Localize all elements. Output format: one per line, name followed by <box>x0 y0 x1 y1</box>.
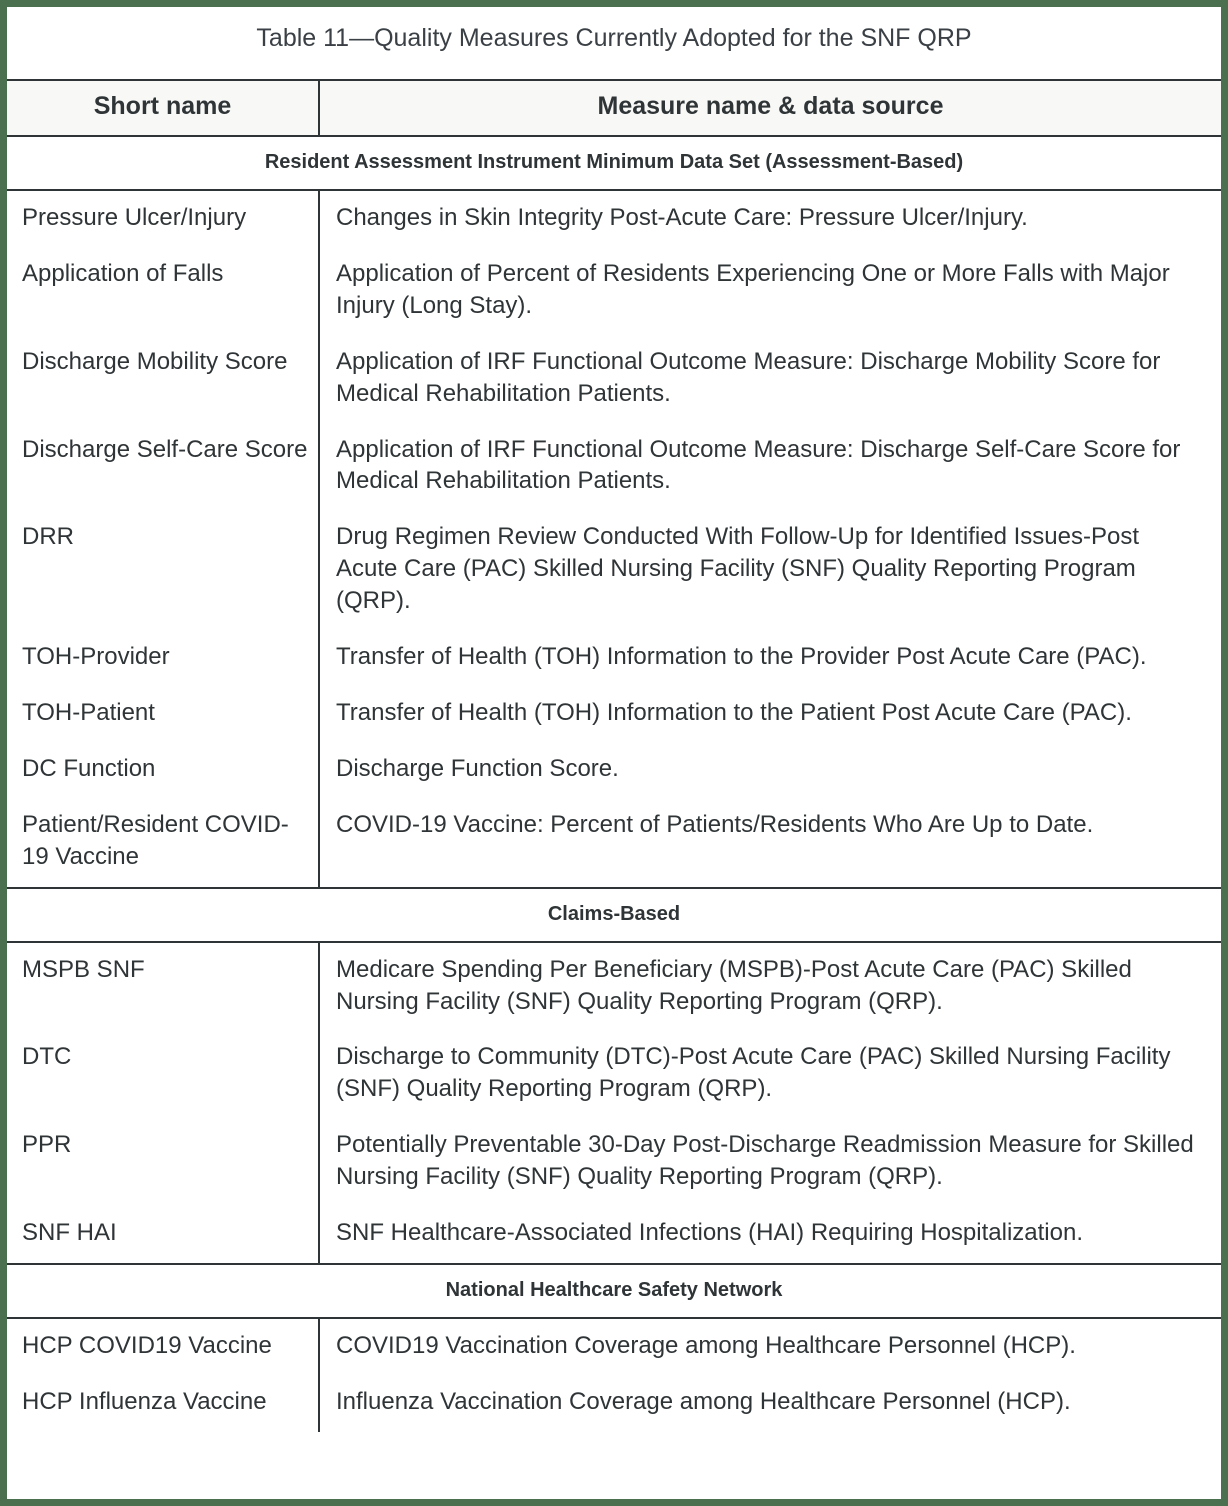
table-row <box>7 1030 1221 1118</box>
quality-measures-table <box>7 79 1221 1432</box>
section-header-row <box>7 1264 1221 1318</box>
cell-measure-name: COVID19 Vaccination Coverage among Healthcare Personnel (HCP). <box>319 1318 1221 1375</box>
cell-short-name: DRR <box>7 510 319 630</box>
table-header <box>7 80 1221 136</box>
table-row <box>7 1206 1221 1264</box>
cell-measure-name: Drug Regimen Review Conducted With Follow-Up for Identified Issues-Post Acute Care (PAC) Skilled Nursing Facility (SNF) Quality Reporting Program (QRP). <box>319 510 1221 630</box>
table-row <box>7 190 1221 247</box>
cell-short-name: Patient/Resident COVID-19 Vaccine <box>7 798 319 888</box>
cell-measure-name: Application of Percent of Residents Experiencing One or More Falls with Major Injury (Long Stay). <box>319 247 1221 335</box>
table-row <box>7 742 1221 798</box>
table-row <box>7 423 1221 511</box>
cell-measure-name: Discharge Function Score. <box>319 742 1221 798</box>
section-header-label: Resident Assessment Instrument Minimum Data Set (Assessment-Based) <box>7 136 1221 190</box>
cell-short-name: HCP COVID19 Vaccine <box>7 1318 319 1375</box>
table-row <box>7 686 1221 742</box>
cell-short-name: Application of Falls <box>7 247 319 335</box>
table-caption: Table 11—Quality Measures Currently Adopted for the SNF QRP <box>256 24 972 52</box>
cell-short-name: TOH-Patient <box>7 686 319 742</box>
column-header-measure-name: Measure name & data source <box>319 80 1221 136</box>
cell-short-name: SNF HAI <box>7 1206 319 1264</box>
cell-short-name: TOH-Provider <box>7 630 319 686</box>
column-header-short-name: Short name <box>7 80 319 136</box>
table-row <box>7 630 1221 686</box>
cell-measure-name: Application of IRF Functional Outcome Measure: Discharge Mobility Score for Medical Rehabilitation Patients. <box>319 335 1221 423</box>
cell-short-name: PPR <box>7 1118 319 1206</box>
table-row <box>7 942 1221 1031</box>
table-row <box>7 335 1221 423</box>
cell-measure-name: Potentially Preventable 30-Day Post-Discharge Readmission Measure for Skilled Nursing Facility (SNF) Quality Reporting Program (QRP). <box>319 1118 1221 1206</box>
cell-short-name: Discharge Mobility Score <box>7 335 319 423</box>
cell-short-name: Pressure Ulcer/Injury <box>7 190 319 247</box>
cell-short-name: DC Function <box>7 742 319 798</box>
cell-short-name: DTC <box>7 1030 319 1118</box>
table-row <box>7 1118 1221 1206</box>
section-header-label: National Healthcare Safety Network <box>7 1264 1221 1318</box>
cell-measure-name: Transfer of Health (TOH) Information to the Provider Post Acute Care (PAC). <box>319 630 1221 686</box>
cell-short-name: Discharge Self-Care Score <box>7 423 319 511</box>
cell-measure-name: Transfer of Health (TOH) Information to the Patient Post Acute Care (PAC). <box>319 686 1221 742</box>
table-row <box>7 510 1221 630</box>
column-header-row <box>7 80 1221 136</box>
table-row <box>7 247 1221 335</box>
cell-measure-name: Discharge to Community (DTC)-Post Acute Care (PAC) Skilled Nursing Facility (SNF) Quality Reporting Program (QRP). <box>319 1030 1221 1118</box>
cell-measure-name: Influenza Vaccination Coverage among Healthcare Personnel (HCP). <box>319 1375 1221 1432</box>
section-header-label: Claims-Based <box>7 888 1221 942</box>
section-header-row <box>7 136 1221 190</box>
cell-measure-name: Changes in Skin Integrity Post-Acute Care: Pressure Ulcer/Injury. <box>319 190 1221 247</box>
table-row <box>7 1318 1221 1375</box>
table-row <box>7 798 1221 888</box>
cell-measure-name: Medicare Spending Per Beneficiary (MSPB)-Post Acute Care (PAC) Skilled Nursing Facility (SNF) Quality Reporting Program (QRP). <box>319 942 1221 1031</box>
section-header-row <box>7 888 1221 942</box>
cell-measure-name: Application of IRF Functional Outcome Measure: Discharge Self-Care Score for Medical Rehabilitation Patients. <box>319 423 1221 511</box>
cell-measure-name: SNF Healthcare-Associated Infections (HAI) Requiring Hospitalization. <box>319 1206 1221 1264</box>
cell-short-name: HCP Influenza Vaccine <box>7 1375 319 1432</box>
cell-short-name: MSPB SNF <box>7 942 319 1031</box>
cell-measure-name: COVID-19 Vaccine: Percent of Patients/Residents Who Are Up to Date. <box>319 798 1221 888</box>
table-row <box>7 1375 1221 1432</box>
table-body <box>7 136 1221 1432</box>
